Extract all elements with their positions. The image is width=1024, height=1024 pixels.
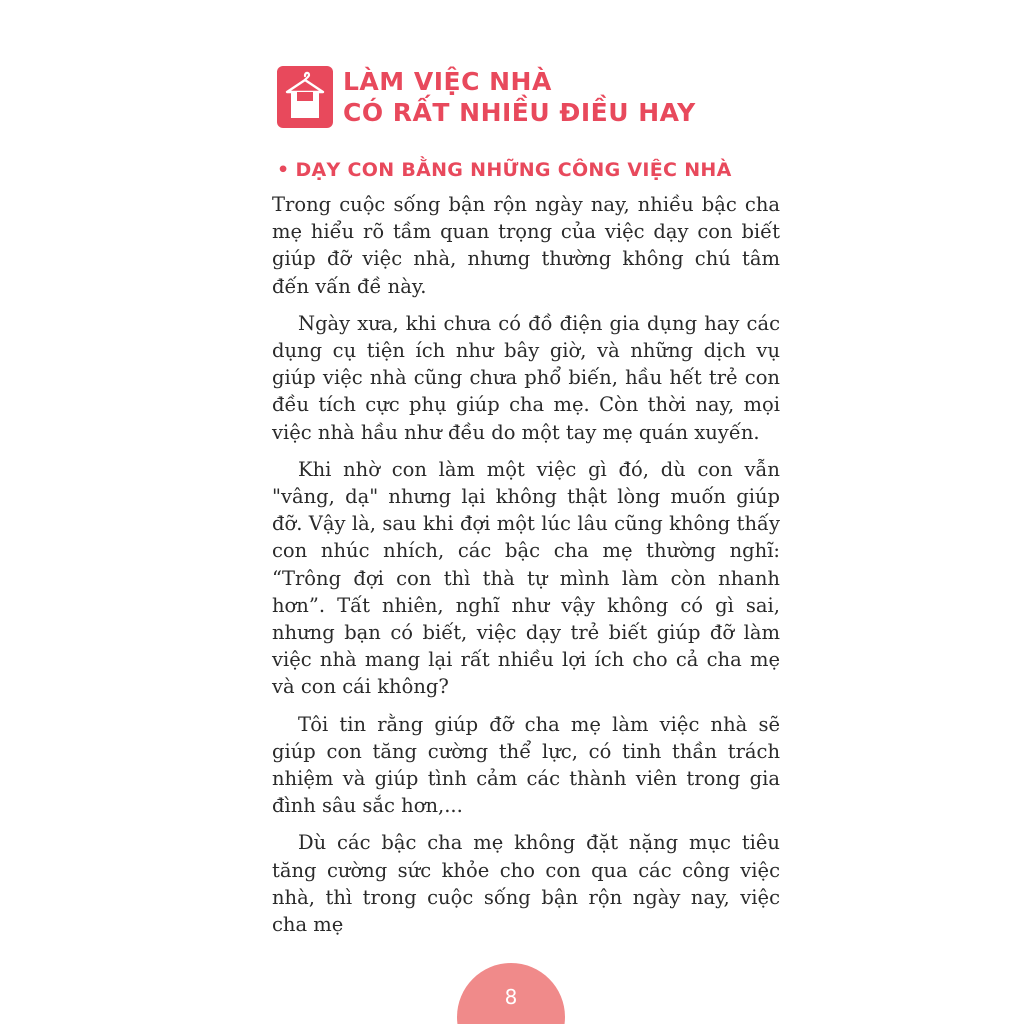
bullet-icon: • <box>277 159 290 181</box>
body-text <box>272 191 780 948</box>
hanger-shirt-icon <box>277 66 333 128</box>
chapter-title-line2: CÓ RẤT NHIỀU ĐIỀU HAY <box>343 98 696 127</box>
paragraph-3: Khi nhờ con làm một việc gì đó, dù con vẫn "vâng, dạ" nhưng lại không thật lòng muốn giúp đỡ. Vậy là, sau khi đợi một lúc lâu cũng không thấy con nhúc nhích, các bậc cha mẹ thường nghĩ: “Trông đợi con thì thà tự mình làm còn nhanh hơn”. Tất nhiên, nghĩ như vậy không có gì sai, nhưng bạn có biết, việc dạy trẻ biết giúp đỡ làm việc nhà mang lại rất nhiều lợi ích cho cả cha mẹ và con cái không? <box>272 457 780 699</box>
paragraph-4: Tôi tin rằng giúp đỡ cha mẹ làm việc nhà sẽ giúp con tăng cường thể lực, có tinh thần trách nhiệm và giúp tình cảm các thành viên trong gia đình sâu sắc hơn,... <box>272 712 780 818</box>
chapter-header <box>277 66 837 130</box>
paragraph-1: Trong cuộc sống bận rộn ngày nay, nhiều bậc cha mẹ hiểu rõ tầm quan trọng của việc dạy con biết giúp đỡ việc nhà, nhưng thường không chú tâm đến vấn đề này. <box>272 193 780 298</box>
paragraph-5: Dù các bậc cha mẹ không đặt nặng mục tiêu tăng cường sức khỏe cho con qua các công việc nhà, thì trong cuộc sống bận rộn ngày nay, việc cha mẹ <box>272 831 780 937</box>
section-heading <box>277 158 732 182</box>
page-number: 8 <box>504 985 518 1009</box>
paragraph-2: Ngày xưa, khi chưa có đồ điện gia dụng hay các dụng cụ tiện ích như bây giờ, và những dịch vụ giúp việc nhà cũng chưa phổ biến, hầu hết trẻ con đều tích cực phụ giúp cha mẹ. Còn thời nay, mọi việc nhà hầu như đều do một tay mẹ quán xuyến. <box>272 311 780 444</box>
chapter-title <box>343 66 696 128</box>
chapter-title-line1: LÀM VIỆC NHÀ <box>343 67 552 96</box>
section-heading-text: DẠY CON BẰNG NHỮNG CÔNG VIỆC NHÀ <box>295 159 732 181</box>
